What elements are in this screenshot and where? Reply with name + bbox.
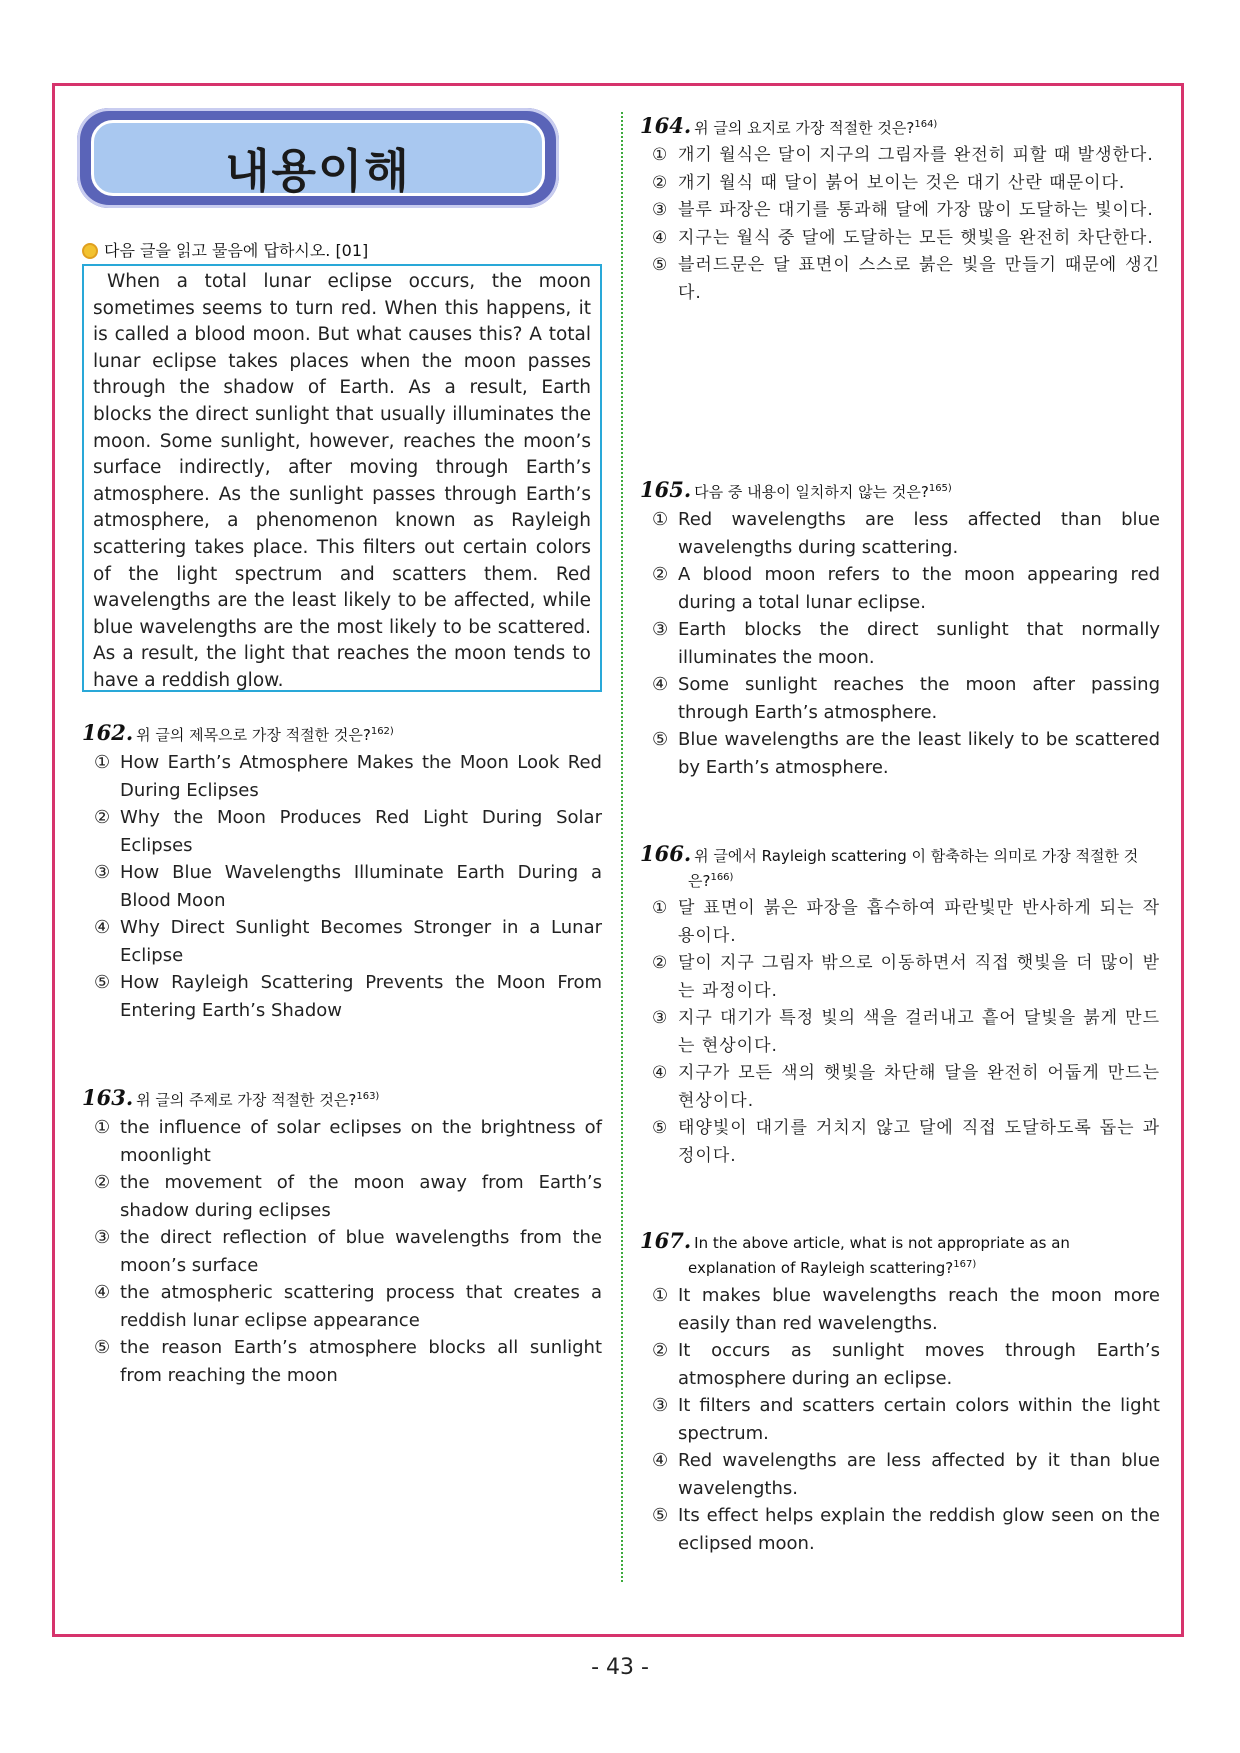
option-marker: ③ (652, 619, 669, 640)
option-1[interactable] (82, 749, 602, 804)
question-166 (640, 843, 1160, 1170)
option-4[interactable] (640, 1447, 1160, 1502)
option-text: 지구 대기가 특정 빛의 색을 걸러내고 흩어 달빛을 붉게 만드는 현상이다. (678, 1008, 1160, 1056)
option-text: the movement of the moon away from Earth’s shadow during eclipses (120, 1172, 602, 1221)
question-ref: 163) (356, 1091, 380, 1102)
question-ref: 164) (914, 119, 938, 130)
option-3[interactable] (640, 616, 1160, 671)
option-marker: ① (94, 752, 111, 773)
option-4[interactable] (640, 225, 1160, 253)
option-2[interactable] (640, 561, 1160, 616)
option-text: 블러드문은 달 표면이 스스로 붉은 빛을 만들기 때문에 생긴다. (678, 255, 1160, 303)
question-text: 위 글에서 Rayleigh scattering 이 함축하는 의미로 가장 적절한 것은? (688, 847, 1139, 890)
option-3[interactable] (82, 1224, 602, 1279)
option-5[interactable] (640, 1502, 1160, 1557)
question-number: 165. (640, 477, 692, 502)
option-text: the direct reflection of blue wavelengths from the moon’s surface (120, 1227, 602, 1276)
question-165 (640, 478, 1160, 781)
option-1[interactable] (640, 1282, 1160, 1337)
question-167 (640, 1230, 1160, 1557)
question-number: 162. (82, 720, 134, 745)
option-text: the reason Earth’s atmosphere blocks all sunlight from reaching the moon (120, 1337, 602, 1386)
option-2[interactable] (640, 950, 1160, 1005)
option-3[interactable] (640, 1392, 1160, 1447)
option-marker: ⑤ (652, 255, 669, 275)
question-162 (82, 721, 602, 1024)
option-5[interactable] (82, 969, 602, 1024)
question-ref: 166) (710, 872, 734, 883)
option-marker: ② (652, 564, 669, 585)
option-text: Earth blocks the direct sunlight that normally illuminates the moon. (678, 619, 1160, 668)
option-text: the influence of solar eclipses on the brightness of moonlight (120, 1117, 602, 1166)
option-marker: ③ (94, 862, 111, 883)
question-header (82, 721, 602, 746)
option-text: 달 표면이 붉은 파장을 흡수하여 파란빛만 반사하게 되는 작용이다. (678, 898, 1160, 946)
question-text: 위 글의 요지로 가장 적절한 것은? (694, 119, 915, 137)
question-164 (640, 114, 1160, 307)
option-text: 블루 파장은 대기를 통과해 달에 가장 많이 도달하는 빛이다. (678, 200, 1154, 220)
option-text: Its effect helps explain the reddish glow seen on the eclipsed moon. (678, 1505, 1160, 1554)
page-number: - 43 - (591, 1655, 649, 1680)
option-marker: ② (652, 1340, 669, 1361)
option-marker: ⑤ (652, 1505, 669, 1526)
question-text: In the above article, what is not appropriate as an explanation of Rayleigh scattering? (688, 1234, 1070, 1277)
question-header (640, 1230, 1160, 1279)
question-header (640, 843, 1160, 892)
option-5[interactable] (640, 252, 1160, 307)
option-marker: ④ (652, 1063, 669, 1083)
option-text: Red wavelengths are less affected by it than blue wavelengths. (678, 1450, 1160, 1499)
option-marker: ③ (652, 1008, 669, 1028)
option-1[interactable] (640, 142, 1160, 170)
question-number: 166. (640, 841, 692, 866)
option-text: 지구는 월식 중 달에 도달하는 모든 햇빛을 완전히 차단한다. (678, 227, 1154, 248)
instruction (82, 238, 368, 261)
option-text: It occurs as sunlight moves through Earth’s atmosphere during an eclipse. (678, 1340, 1160, 1389)
option-marker: ② (652, 953, 669, 973)
option-marker: ④ (652, 674, 669, 695)
option-text: 지구가 모든 색의 햇빛을 차단해 달을 완전히 어둡게 만드는 현상이다. (678, 1063, 1160, 1111)
option-marker: ① (94, 1117, 111, 1138)
option-text: Red wavelengths are less affected than blue wavelengths during scattering. (678, 509, 1160, 558)
question-number: 167. (640, 1228, 692, 1253)
option-4[interactable] (82, 1279, 602, 1334)
option-text: It filters and scatters certain colors within the light spectrum. (678, 1395, 1160, 1444)
option-text: 개기 월식 때 달이 붉어 보이는 것은 대기 산란 때문이다. (678, 172, 1126, 193)
column-divider (621, 112, 623, 1582)
option-text: 달이 지구 그림자 밖으로 이동하면서 직접 햇빛을 더 많이 받는 과정이다. (678, 953, 1160, 1001)
option-3[interactable] (640, 197, 1160, 225)
option-marker: ③ (652, 1395, 669, 1416)
option-5[interactable] (640, 1115, 1160, 1170)
option-marker: ① (652, 1285, 669, 1306)
question-text: 위 글의 제목으로 가장 적절한 것은? (136, 726, 371, 744)
option-1[interactable] (640, 506, 1160, 561)
question-number: 164. (640, 113, 692, 138)
option-4[interactable] (640, 671, 1160, 726)
section-title: 내용이해 (225, 144, 411, 198)
reading-passage: When a total lunar eclipse occurs, the moon sometimes seems to turn red. When this happens, it is called a blood moon. But what causes this? A total lunar eclipse takes places when the moon passes through the shadow of Earth. As a result, Earth blocks the direct sunlight that usually illuminates the moon. Some sunlight, however, reaches the moon’s surface indirectly, after moving through Earth’s atmosphere. As the sunlight passes through Earth’s atmosphere, a phenomenon known as Rayleigh scattering takes place. This filters out certain colors of the light spectrum and scatters them. Red wavelengths are the least likely to be affected, while blue wavelengths are the most likely to be scattered. As a result, the light that reaches the moon tends to have a reddish glow. (82, 264, 602, 692)
section-banner-inner (91, 120, 545, 196)
option-marker: ③ (652, 200, 669, 220)
option-marker: ② (94, 1172, 111, 1193)
option-5[interactable] (82, 1334, 602, 1389)
option-2[interactable] (640, 170, 1160, 198)
option-marker: ② (652, 172, 669, 193)
option-marker: ④ (94, 917, 111, 938)
question-ref: 167) (953, 1259, 977, 1270)
option-1[interactable] (82, 1114, 602, 1169)
option-5[interactable] (640, 726, 1160, 781)
option-text: 개기 월식은 달이 지구의 그림자를 완전히 피할 때 발생한다. (678, 145, 1154, 165)
section-banner (77, 108, 559, 208)
option-4[interactable] (82, 914, 602, 969)
option-marker: ① (652, 898, 669, 918)
option-text: 태양빛이 대기를 거치지 않고 달에 직접 도달하도록 돕는 과정이다. (678, 1118, 1160, 1166)
option-text: It makes blue wavelengths reach the moon more easily than red wavelengths. (678, 1285, 1160, 1334)
option-marker: ⑤ (652, 1118, 669, 1138)
question-header (640, 114, 1160, 139)
question-header (82, 1086, 602, 1111)
question-ref: 165) (928, 483, 952, 494)
option-text: Some sunlight reaches the moon after passing through Earth’s atmosphere. (678, 674, 1160, 723)
option-4[interactable] (640, 1060, 1160, 1115)
option-marker: ⑤ (94, 972, 111, 993)
question-163 (82, 1086, 602, 1389)
question-number: 163. (82, 1085, 134, 1110)
question-ref: 162) (370, 726, 394, 737)
option-2[interactable] (640, 1337, 1160, 1392)
option-text: How Earth’s Atmosphere Makes the Moon Look Red During Eclipses (120, 752, 602, 801)
option-text: the atmospheric scattering process that creates a reddish lunar eclipse appearance (120, 1282, 602, 1331)
option-marker: ④ (652, 1450, 669, 1471)
option-text: Why the Moon Produces Red Light During Solar Eclipses (120, 807, 602, 856)
instruction-text: 다음 글을 읽고 물음에 답하시오. [01] (104, 241, 369, 260)
option-3[interactable] (82, 859, 602, 914)
option-marker: ④ (652, 227, 669, 248)
option-text: A blood moon refers to the moon appearing red during a total lunar eclipse. (678, 564, 1160, 613)
option-marker: ③ (94, 1227, 111, 1248)
option-text: Blue wavelengths are the least likely to be scattered by Earth’s atmosphere. (678, 729, 1160, 778)
question-text: 다음 중 내용이 일치하지 않는 것은? (694, 483, 929, 501)
option-marker: ② (94, 807, 111, 828)
flower-icon (82, 243, 98, 259)
option-marker: ⑤ (652, 729, 669, 750)
question-text: 위 글의 주제로 가장 적절한 것은? (136, 1091, 357, 1109)
option-text: Why Direct Sunlight Becomes Stronger in a Lunar Eclipse (120, 917, 602, 966)
option-marker: ① (652, 145, 669, 165)
option-3[interactable] (640, 1005, 1160, 1060)
option-text: How Blue Wavelengths Illuminate Earth During a Blood Moon (120, 862, 602, 911)
option-marker: ④ (94, 1282, 111, 1303)
option-2[interactable] (82, 804, 602, 859)
question-header (640, 478, 1160, 503)
option-2[interactable] (82, 1169, 602, 1224)
option-1[interactable] (640, 895, 1160, 950)
option-text: How Rayleigh Scattering Prevents the Moon From Entering Earth’s Shadow (120, 972, 602, 1021)
option-marker: ① (652, 509, 669, 530)
option-marker: ⑤ (94, 1337, 111, 1358)
